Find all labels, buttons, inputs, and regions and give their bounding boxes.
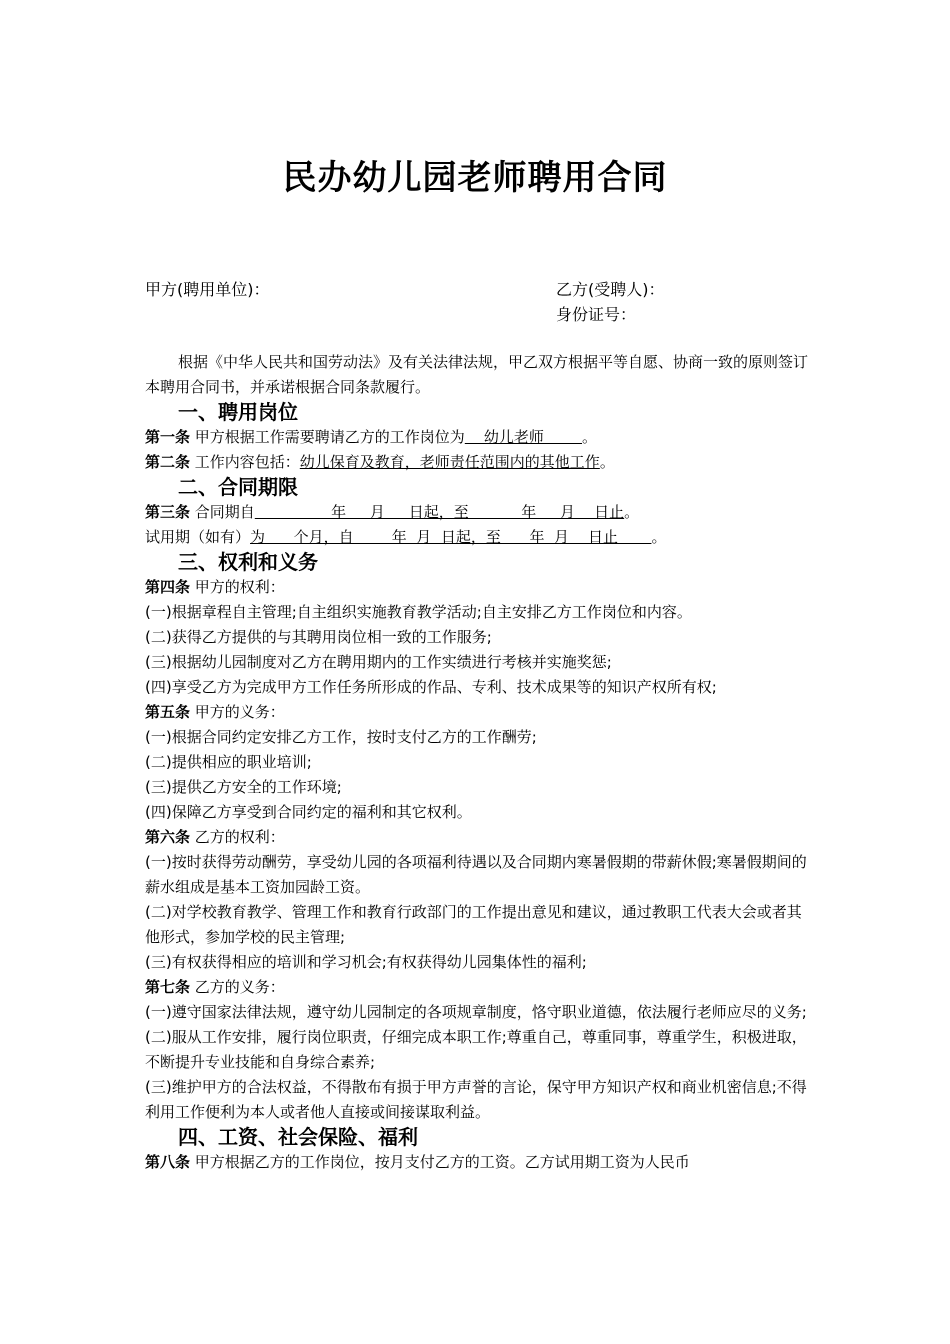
- article-label: 第六条: [145, 828, 191, 846]
- probation-line: [145, 525, 810, 550]
- article-label: 第八条: [145, 1153, 191, 1171]
- list-item: (四)保障乙方享受到合同约定的福利和其它权利。: [145, 803, 472, 821]
- article-7: [145, 975, 810, 1000]
- list-item: (三)维护甲方的合法权益，不得散布有损于甲方声誉的言论，保守甲方知识产权和商业机密信息;不得利用工作便利为本人或者他人直接或间接谋取利益。: [145, 1078, 807, 1121]
- article-text: 甲方根据乙方的工作岗位，按月支付乙方的工资。乙方试用期工资为人民币: [190, 1153, 690, 1171]
- list-item: (二)服从工作安排，履行岗位职责，仔细完成本职工作;尊重自己，尊重同事，尊重学生，积极进取，不断提升专业技能和自身综合素养;: [145, 1028, 807, 1071]
- list-item: (一)根据合同约定安排乙方工作，按时支付乙方的工作酬劳;: [145, 728, 537, 746]
- list-item: (三)提供乙方安全的工作环境;: [145, 778, 342, 796]
- article-text: 甲方根据工作需要聘请乙方的工作岗位为: [190, 428, 465, 446]
- party-a-label: 甲方(聘用单位)：: [145, 280, 270, 299]
- article-text: 甲方的义务：: [190, 703, 285, 721]
- section-heading-salary: 四、工资、社会保险、福利: [178, 1125, 418, 1149]
- article-label: 第三条: [145, 503, 191, 521]
- list-item: (三)有权获得相应的培训和学习机会;有权获得幼儿园集体性的福利;: [145, 953, 587, 971]
- article-2: [145, 450, 810, 475]
- article-3: [145, 500, 810, 525]
- article-label: 第四条: [145, 578, 191, 596]
- term-fill: 年 月 日起，至 年 月 日止: [254, 503, 625, 521]
- party-b-label: 乙方(受聘人)：: [556, 280, 665, 299]
- section-heading-rights: 三、权利和义务: [178, 550, 318, 574]
- contract-body: [145, 350, 810, 1175]
- article-end: 。: [582, 428, 598, 446]
- list-item: (三)根据幼儿园制度对乙方在聘用期内的工作实绩进行考核并实施奖惩;: [145, 653, 612, 671]
- article-text: 乙方的权利：: [190, 828, 285, 846]
- article-1: [145, 425, 810, 450]
- probation-end: 。: [651, 528, 667, 546]
- article-text: 乙方的义务：: [190, 978, 285, 996]
- list-item: (二)提供相应的职业培训;: [145, 753, 312, 771]
- article-label: 第二条: [145, 453, 191, 471]
- article-text: 甲方的权利：: [190, 578, 285, 596]
- probation-text: 试用期（如有）: [145, 528, 251, 546]
- article-label: 第五条: [145, 703, 191, 721]
- article-label: 第七条: [145, 978, 191, 996]
- probation-fill: 为 个月，自 年 月 日起，至 年 月 日止: [250, 528, 652, 546]
- id-number-label: 身份证号：: [556, 305, 637, 324]
- duties-fill: 幼儿保育及教育，老师责任范围内的其他工作: [299, 453, 600, 471]
- article-label: 第一条: [145, 428, 191, 446]
- article-5: [145, 700, 810, 725]
- article-text: 合同期自: [190, 503, 255, 521]
- section-heading-term: 二、合同期限: [178, 475, 298, 499]
- article-4: [145, 575, 810, 600]
- article-8: [145, 1150, 810, 1175]
- list-item: (一)遵守国家法律法规，遵守幼儿园制定的各项规章制度，恪守职业道德，依法履行老师应尽的义务;: [145, 1003, 807, 1021]
- intro-paragraph: 根据《中华人民共和国劳动法》及有关法律法规，甲乙双方根据平等自愿、协商一致的原则签订本聘用合同书，并承诺根据合同条款履行。: [145, 353, 809, 396]
- article-end: 。: [624, 503, 640, 521]
- section-heading-position: 一、聘用岗位: [178, 400, 298, 424]
- list-item: (四)享受乙方为完成甲方工作任务所形成的作品、专利、技术成果等的知识产权所有权;: [145, 678, 717, 696]
- document-title: 民办幼儿园老师聘用合同: [282, 158, 668, 198]
- position-fill: 幼儿老师: [464, 428, 583, 446]
- list-item: (一)根据章程自主管理;自主组织实施教育教学活动;自主安排乙方工作岗位和内容。: [145, 603, 692, 621]
- list-item: (一)按时获得劳动酬劳，享受幼儿园的各项福利待遇以及合同期内寒暑假期的带薪休假;寒暑假期间的薪水组成是基本工资加园龄工资。: [145, 853, 807, 896]
- article-text: 工作内容包括：: [190, 453, 300, 471]
- article-6: [145, 825, 810, 850]
- article-end: 。: [599, 453, 615, 471]
- list-item: (二)获得乙方提供的与其聘用岗位相一致的工作服务;: [145, 628, 492, 646]
- list-item: (二)对学校教育教学、管理工作和教育行政部门的工作提出意见和建议，通过教职工代表大会或者其他形式，参加学校的民主管理;: [145, 903, 802, 946]
